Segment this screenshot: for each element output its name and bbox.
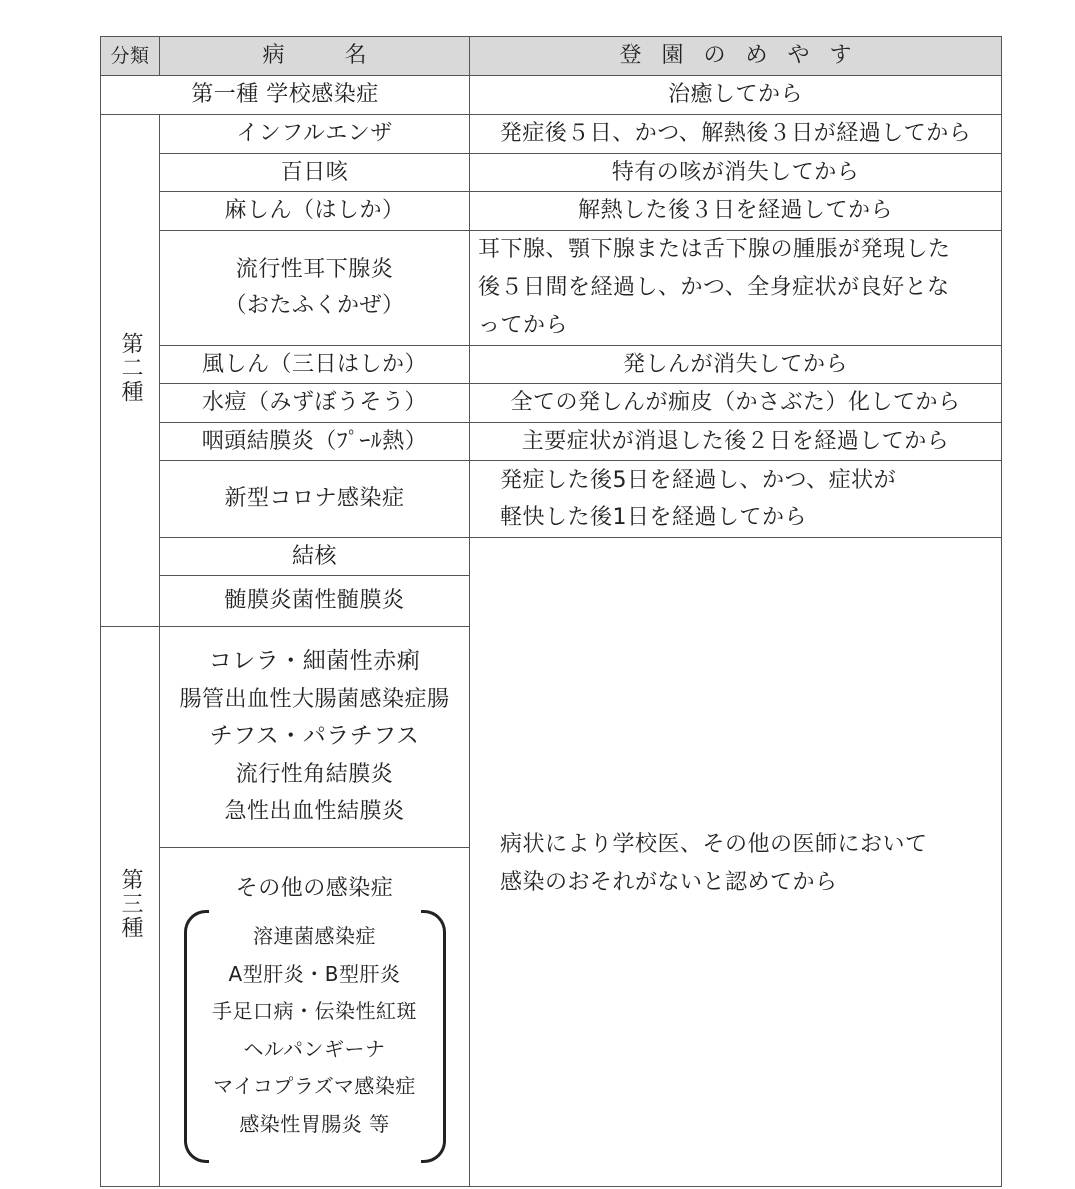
guideline-line: ってから <box>478 313 569 338</box>
guideline-line: 後５日間を経過し、かつ、全身症状が良好とな <box>478 275 950 300</box>
table-row <box>101 346 1002 384</box>
disease-name: 風しん（三日はしか） <box>160 346 470 384</box>
guideline-line: 軽快した後1日を経過してから <box>500 505 807 530</box>
disease-name: チフス・パラチフス <box>209 723 420 750</box>
type1-guideline: 治癒してから <box>470 76 1002 115</box>
table-row <box>101 192 1002 231</box>
disease-name: ヘルパンギーナ <box>243 1036 386 1061</box>
table-row <box>101 231 1002 346</box>
school-infectious-disease-table <box>100 36 1002 1187</box>
disease-name: 麻しん（はしか） <box>160 192 470 231</box>
table-row <box>101 461 1002 538</box>
table-row <box>101 154 1002 192</box>
return-guideline <box>470 231 1002 346</box>
return-guideline: 全ての発しんが痂皮（かさぶた）化してから <box>470 384 1002 423</box>
disease-group-2 <box>160 848 470 1187</box>
disease-name: 結核 <box>160 538 470 576</box>
guideline-line: 病状により学校医、その他の医師において <box>500 832 928 857</box>
disease-name: 手足口病・伝染性紅斑 <box>212 999 417 1023</box>
table-row <box>101 538 1002 576</box>
header-return-guideline: 登園のめやす <box>470 37 1002 76</box>
disease-name <box>160 231 470 346</box>
right-bracket-icon <box>421 910 446 1163</box>
disease-name: 溶連菌感染症 <box>253 924 376 948</box>
type1-label: 第一種 学校感染症 <box>101 76 470 115</box>
header-row <box>101 37 1002 76</box>
guideline-line: 耳下腺、顎下腺または舌下腺の腫脹が発現した <box>478 237 951 262</box>
type3-label: 第三種 <box>118 868 143 940</box>
guideline-line: 感染のおそれがないと認めてから <box>500 870 838 895</box>
disease-name: 感染性胃腸炎 等 <box>239 1111 390 1136</box>
return-guideline: 解熱した後３日を経過してから <box>470 192 1002 231</box>
shared-return-guideline <box>470 538 1002 1187</box>
disease-name: 咽頭結膜炎（ﾌﾟｰﾙ熱） <box>160 423 470 461</box>
disease-name: 百日咳 <box>160 154 470 192</box>
disease-name: コレラ・細菌性赤痢 <box>208 648 421 675</box>
disease-name-line: （おたふくかぜ） <box>224 293 405 318</box>
return-guideline: 発症後５日、かつ、解熱後３日が経過してから <box>470 115 1002 154</box>
header-disease-name: 病名 <box>160 37 470 76</box>
return-guideline: 発しんが消失してから <box>470 346 1002 384</box>
disease-name: 急性出血性結膜炎 <box>224 799 405 825</box>
disease-name: A型肝炎・B型肝炎 <box>228 961 401 986</box>
bracket-group <box>184 910 446 1163</box>
return-guideline <box>470 461 1002 538</box>
disease-name: マイコプラズマ感染症 <box>213 1074 416 1098</box>
disease-group-1 <box>160 627 470 848</box>
disease-name: 髄膜炎菌性髄膜炎 <box>160 576 470 627</box>
disease-name: インフルエンザ <box>160 115 470 154</box>
guideline-line: 発症した後5日を経過し、かつ、症状が <box>500 468 897 493</box>
other-infections-title: その他の感染症 <box>235 876 394 901</box>
disease-name: 新型コロナ感染症 <box>160 461 470 538</box>
table-row <box>101 384 1002 423</box>
type3-category-cell <box>101 627 160 1187</box>
type2-category-cell <box>101 115 160 627</box>
left-bracket-icon <box>184 910 209 1163</box>
type1-row <box>101 76 1002 115</box>
table-row <box>101 423 1002 461</box>
disease-name: 腸管出血性大腸菌感染症腸 <box>179 686 450 712</box>
return-guideline: 特有の咳が消失してから <box>470 154 1002 192</box>
header-category: 分類 <box>101 37 160 76</box>
type2-label: 第二種 <box>118 332 143 404</box>
disease-name: 流行性角結膜炎 <box>235 761 394 787</box>
disease-name-line: 流行性耳下腺炎 <box>235 257 394 282</box>
disease-name: 水痘（みずぼうそう） <box>160 384 470 423</box>
table-row <box>101 115 1002 154</box>
return-guideline: 主要症状が消退した後２日を経過してから <box>470 423 1002 461</box>
